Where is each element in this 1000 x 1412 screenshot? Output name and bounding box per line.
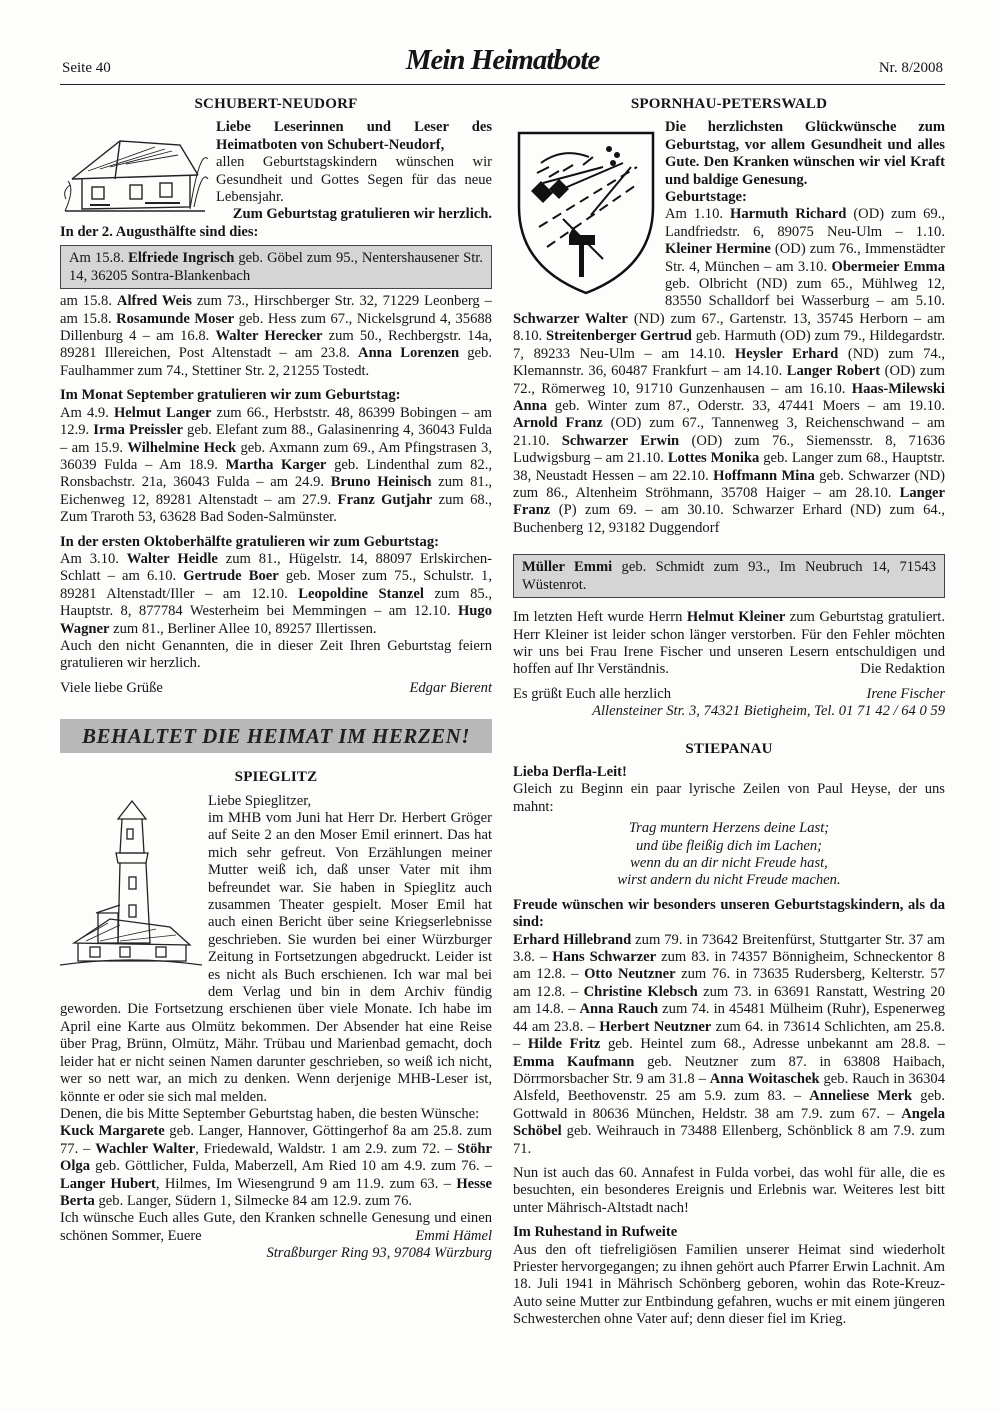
- signature-haemel: Emmi Hämel: [415, 1227, 492, 1244]
- section-title-spieglitz: SPIEGLITZ: [234, 769, 318, 786]
- page-header: [60, 44, 945, 85]
- poem-line-3: wenn du an dir nicht Freude hast,: [630, 855, 828, 872]
- signature-row-fischer: [513, 686, 945, 703]
- page-number: Seite 40: [62, 60, 111, 76]
- spornhau-intro: Die herzlichsten Glückwünsche zum Geburtstag, vor allem Gesundheit und alles Gute. Den Kranken wünschen wir viel Kraft und baldige Genesung.: [665, 119, 945, 188]
- person-name: Wachler Walter: [95, 1140, 196, 1157]
- person-name: Erhard Hillebrand: [513, 931, 632, 948]
- person-name: Hugo Wagner: [60, 603, 492, 637]
- person-name: Wilhelmine Heck: [127, 439, 237, 456]
- section-title-schubert-neudorf: SCHUBERT-NEUDORF: [194, 96, 358, 112]
- person-name: Lottes Monika: [667, 450, 760, 467]
- editor-signature: Die Redaktion: [860, 661, 945, 678]
- masthead-logo: Mein Heimatbote: [405, 44, 600, 76]
- person-name: Streitenberger Gertrud: [546, 328, 692, 345]
- intro-text-schubert: allen Geburtstagskindern wünschen wir Gesundheit und Gottes Segen für das neue Lebensjahr.: [216, 154, 492, 206]
- regards-fischer: Es grüßt Euch alle herzlich: [513, 685, 672, 702]
- box-name: Elfriede Ingrisch: [128, 250, 235, 267]
- person-name: Otto Neutzner: [584, 966, 676, 983]
- spieglitz-closing-text: Ich wünsche Euch alles Gute, den Kranken schnelle Genesung und einen schönen Sommer, Euere: [60, 1210, 492, 1244]
- person-name: Langer Hubert: [60, 1175, 156, 1192]
- person-name: Martha Karger: [225, 456, 327, 473]
- poem-line-1: Trag muntern Herzens deine Last;: [628, 820, 830, 837]
- signature-fischer: Irene Fischer: [866, 685, 945, 702]
- august-birthdays: am 15.8. Alfred Weis zum 73., Hirschberger Str. 32, 71229 Leonberg – am 15.8. Rosamunde Moser geb. Hess zum 67., Nickelsgrund 4, 35688 Dillenburg 4 – am 16.8. Walter Herecker zum 50., Rechbergstr. 14a, 89281 Illereichen, Post Altenstadt – am 23.8. Anna Lorenzen geb. Faulhammer zum 74., Stettiner Str. 2, 21255 Tostedt.: [60, 293, 492, 379]
- person-name: Angela Schöbel: [513, 1105, 945, 1140]
- closing-text-schubert: Auch den nicht Genannten, die in dieser Zeit Ihren Geburtstag feiern gratulieren wir herzlich.: [60, 637, 492, 672]
- person-name: Christine Klebsch: [583, 983, 698, 1000]
- coat-of-arms-icon: [513, 127, 659, 297]
- person-name: Alfred Weis: [116, 293, 192, 310]
- box-name-mueller: Müller Emmi: [522, 559, 613, 576]
- right-column: [513, 96, 945, 1329]
- person-name: Schwarzer Erwin: [561, 432, 680, 449]
- greeting-schubert: Liebe Leserinnen und Leser des Heimatboten von Schubert-Neudorf,: [216, 119, 492, 153]
- person-name: Helmut Kleiner: [686, 609, 786, 626]
- annafest-text: Nun ist auch das 60. Annafest in Fulda vorbei, das wohl für alle, die es besuchten, ein besonderes Ereignis und Erlebnis war. Weiteres lest bitt unter Mährisch-Altstadt nach!: [513, 1164, 945, 1216]
- person-name: Bruno Heinisch: [330, 474, 432, 491]
- person-name: Obermeier Emma: [831, 258, 945, 275]
- address-fischer: Allensteiner Str. 3, 74321 Bietigheim, Tel. 01 71 42 / 64 0 59: [592, 703, 945, 720]
- box-details-mueller: geb. Schmidt zum 93., Im Neubruch 14, 71543 Wüstenrot.: [522, 559, 936, 594]
- person-name: Hans Schwarzer: [552, 949, 657, 966]
- signature-bierent: Edgar Bierent: [409, 679, 492, 696]
- spornhau-birthdays: Am 1.10. Harmuth Richard (OD) zum 69., Landfriedstr. 6, 89075 Neu-Ulm – 1.10. Kleiner Hermine (OD) zum 76., Immenstädter Str. 4, München – am 3.10. Obermeier Emma geb. Olbricht (ND) zum 65., Mühlweg 12, 83550 Schalldorf bei Wasserburg – am 5.10. Schwarzer Walter (ND) zum 67., Gartenstr. 13, 35745 Herborn – am 8.10. Streitenberger Gertrud geb. Harmuth (OD) zum 79., Hildegardstr. 7, 89233 Neu-Ulm – am 14.10. Heysler Erhard (ND) zum 74., Klemannstr. 36, 60487 Frankfurt – am 14.10. Langer Robert (OD) zum 72., Römerweg 10, 91710 Gunzenhausen – am 16.10. Haas-Milewski Anna geb. Winter zum 87., Oderstr. 33, 47441 Moers – am 19.10. Arnold Franz (OD) zum 67., Tannenweg 3, Reichenschwand – am 21.10. Schwarzer Erwin (OD) zum 76., Siemensstr. 8, 71636 Ludwigsburg – am 21.10. Lottes Monika geb. Langer zum 68., Hauptstr. 38, Neustadt Hessen – am 22.10. Hoffmann Mina geb. Schwarzer (ND) zum 86., Altenheim Ströhmann, 35708 Haiger – am 28.10. Langer Franz (P) zum 69. – am 30.10. Schwarzer Erhard (ND) zum 64., Buchenberg 12, 93182 Duggendorf: [513, 206, 946, 536]
- spornhau-label: Geburtstage:: [665, 189, 747, 206]
- ruhestand-heading: Im Ruhestand in Rufweite: [513, 1224, 678, 1241]
- spieglitz-body: im MHB vom Juni hat Herr Dr. Herbert Gröger auf Seite 2 an den Moser Emil erinnert. Das hat mich sehr gefreut. Von Erzählungen meiner Mutter weiß ich, daß unser Vater mit ihm befreundet war. Sie haben in Spieglitz auch zusammen Theater gespielt. Moser Emil hat auch einen Bericht über seine Kriegserlebnisse geschrieben. Sie wurden bei einer Würzburger Zeitung in Fortsetzungen abgedruckt. Leider ist es nicht als Buch erschienen. Ich war mal bei dem Verlag und bin in dem Archiv fündig geworden. Die Fortsetzung erschienen über viele Monate. Ich habe im April eine Karte aus Olmütz bekommen. Der Absender hat eine Reise über Prag, Brünn, Olmütz, Mähr. Trübau und Marienbad gemacht, doch leider hat er nicht seinen Namen darunter geschrieben, so weiß ich nicht, wer so nett war, an mich zu denken. Wenn derjenige MHB-Leser ist, könnte er oder sie sich mal melden.: [60, 810, 492, 1105]
- poem-line-2: und übe fleißig dich im Lachen;: [635, 837, 823, 854]
- person-name: Anneliese Merk: [809, 1088, 913, 1105]
- person-name: Langer Robert: [786, 363, 881, 380]
- spieglitz-intro: Denen, die bis Mitte September Geburtstag haben, die besten Wünsche:: [60, 1105, 480, 1122]
- person-name: Rosamunde Moser: [116, 310, 235, 327]
- highlight-box-mueller: [513, 554, 945, 598]
- tower-illustration-icon: [60, 793, 202, 983]
- person-name: Harmuth Richard: [729, 206, 847, 223]
- person-name: Kuck Margarete: [60, 1123, 165, 1140]
- regards-schubert: Viele liebe Grüße: [60, 679, 163, 696]
- person-name: Kleiner Hermine: [665, 241, 771, 258]
- person-name: Schwarzer Walter: [513, 310, 628, 327]
- issue-number: Nr. 8/2008: [878, 60, 943, 76]
- ruhestand-text: Aus den oft tiefreligiösen Familien unserer Heimat sind wiederholt Priester hervorgegangen; zu ihnen gehört auch Pfarrer Erwin Lachnit. Am 18. Juli 1941 in Mährisch Schönberg geboren, wohin das Rote-Kreuz-Auto seine Mutter zur Entbindung gefahren, wuchs er mit einem jüngeren Schwesterchen ohne Vater auf; denn dieser fiel im Krieg.: [513, 1241, 945, 1328]
- person-name: Walter Heidle: [126, 550, 218, 567]
- person-name: Stöhr Olga: [60, 1140, 492, 1175]
- person-name: Anna Rauch: [579, 1001, 659, 1018]
- banner-behaltet-heimat: BEHALTET DIE HEIMAT IM HERZEN!: [60, 719, 492, 753]
- stiepanau-birthdays: Erhard Hillebrand zum 79. in 73642 Breitenfürst, Stuttgarter Str. 37 am 3.8. – Hans Schwarzer zum 83. in 74357 Bönnigheim, Schneckentor 8 am 12.8. – Otto Neutzner zum 76. in 73635 Rudersberg, Kelterstr. 57 am 12.8. – Christine Klebsch zum 73. in 63691 Ranstatt, Westring 20 am 14.8. – Anna Rauch zum 74. in 45481 Mülheim (Ruhr), Espenerweg 44 am 23.8. – Herbert Neutzner zum 64. in 73614 Schlichten, am 25.8. – Hilde Fritz geb. Heintel zum 68., Adresse unbekannt am 28.8. – Emma Kaufmann geb. Neutzner zum 87. in 63808 Haibach, Dörrmorsbacher Str. 9 am 31.8 – Anna Woitaschek geb. Rauch in 36304 Alsfeld, Beethovenstr. 25 am 5.9. zum 83. – Anneliese Merk geb. Gottwald in 80636 München, Heldstr. 38 am 7.9. zum 67. – Angela Schöbel geb. Weihrauch in 73488 Ellenberg, Schönblick 8 am 7.9. zum 71.: [513, 931, 946, 1157]
- section-title-stiepanau: STIEPANAU: [685, 740, 773, 757]
- october-birthdays: Am 3.10. Walter Heidle zum 81., Hügelstr. 14, 88097 Erlskirchen-Schlatt – am 6.10. Gertrude Boer geb. Moser zum 75., Schulstr. 1, 89281 Altenstadt/Iller – am 12.10. Leopoldine Stanzel zum 85., Hauptstr. 8, 877784 Westerheim bei Memmingen – am 12.10. Hugo Wagner zum 81., Berliner Allee 10, 89257 Illertissen.: [60, 550, 493, 637]
- october-heading: In der ersten Oktoberhälfte gratulieren wir zum Geburtstag:: [60, 533, 439, 550]
- spieglitz-birthdays: Kuck Margarete geb. Langer, Hannover, Göttingerhof 8a am 25.8. zum 77. – Wachler Walter, Friedewald, Waldstr. 1 am 2.9. zum 72. – Stöhr Olga geb. Göttlicher, Fulda, Maberzell, Am Ried 10 am 4.9. zum 76. – Langer Hubert, Hilmes, Im Wiesengrund 9 am 11.9. zum 63. – Hesse Berta geb. Langer, Südern 1, Silmecke 84 am 12.9. zum 76.: [60, 1123, 492, 1209]
- address-haemel: Straßburger Ring 93, 97084 Würzburg: [266, 1245, 492, 1262]
- person-name: Gertrude Boer: [183, 568, 279, 585]
- stiepanau-heading: Freude wünschen wir besonders unseren Geburtstagskindern, als da sind:: [513, 896, 945, 931]
- spieglitz-closing: [60, 1210, 492, 1245]
- august-heading: In der 2. Augusthälfte sind dies:: [60, 223, 259, 240]
- person-name: Franz Gutjahr: [337, 491, 433, 508]
- congrats-line: Zum Geburtstag gratulieren wir herzlich.: [232, 206, 492, 223]
- farmhouse-illustration-icon: [60, 119, 210, 219]
- person-name: Herbert Neutzner: [599, 1018, 712, 1035]
- september-heading: Im Monat September gratulieren wir zum Geburtstag:: [60, 387, 401, 404]
- spieglitz-greeting: Liebe Spieglitzer,: [208, 792, 312, 809]
- signature-row-schubert: [60, 680, 492, 697]
- poem-line-4: wirst andern du nicht Freude machen.: [617, 872, 841, 889]
- person-name: Walter Herecker: [215, 328, 323, 345]
- left-column: [60, 96, 492, 1263]
- person-name: Emma Kaufmann: [513, 1053, 635, 1070]
- stiepanau-salutation: Lieba Derfla-Leit!: [513, 764, 627, 780]
- person-name: Leopoldine Stanzel: [298, 585, 424, 602]
- person-name: Hoffmann Mina: [713, 467, 815, 484]
- person-name: Anna Lorenzen: [358, 345, 460, 362]
- box-date: Am 15.8.: [69, 250, 129, 267]
- person-name: Anna Woitaschek: [709, 1070, 820, 1087]
- person-name: Hilde Fritz: [527, 1036, 601, 1053]
- correction-note: [513, 609, 945, 679]
- highlight-box-ingrisch: [60, 245, 492, 289]
- september-birthdays: Am 4.9. Helmut Langer zum 66., Herbststr. 48, 86399 Bobingen – am 12.9. Irma Preissler geb. Elefant zum 88., Galasinenring 4, 36043 Fulda – am 15.9. Wilhelmine Heck geb. Axmann zum 69., Am Pfingstrasen 3, 36039 Fulda – Am 18.9. Martha Karger geb. Lindenthal zum 82., Ronsbachstr. 21a, 36043 Fulda – am 24.9. Bruno Heinisch zum 81., Eichenweg 12, 89281 Altenstadt – am 27.9. Franz Gutjahr zum 68., Zum Traroth 53, 63628 Bad Soden-Salmünster.: [60, 404, 492, 526]
- person-name: Hesse Berta: [60, 1175, 492, 1209]
- person-name: Langer Franz: [513, 484, 945, 519]
- person-name: Heysler Erhard: [734, 345, 839, 362]
- box-details: geb. Göbel zum 95., Nentershausener Str. 14, 36205 Sontra-Blankenbach: [69, 250, 484, 285]
- person-name: Helmut Langer: [113, 404, 212, 421]
- correction-text: Im letzten Heft wurde Herrn Helmut Kleiner zum Geburtstag gratuliert. Herr Kleiner ist leider schon länger verstorben. Für den Fehler möchten wir uns bei Frau Irene Fischer und unseren Lesern entschuldigen und hoffen auf Ihr Verständnis.: [513, 609, 945, 678]
- person-name: Haas-Milewski Anna: [513, 380, 945, 414]
- stiepanau-intro: Gleich zu Beginn ein paar lyrische Zeilen von Paul Heyse, der uns mahnt:: [513, 781, 945, 815]
- person-name: Arnold Franz: [513, 415, 603, 432]
- section-title-spornhau-peterswald: SPORNHAU-PETERSWALD: [630, 96, 828, 112]
- person-name: Irma Preissler: [93, 422, 183, 439]
